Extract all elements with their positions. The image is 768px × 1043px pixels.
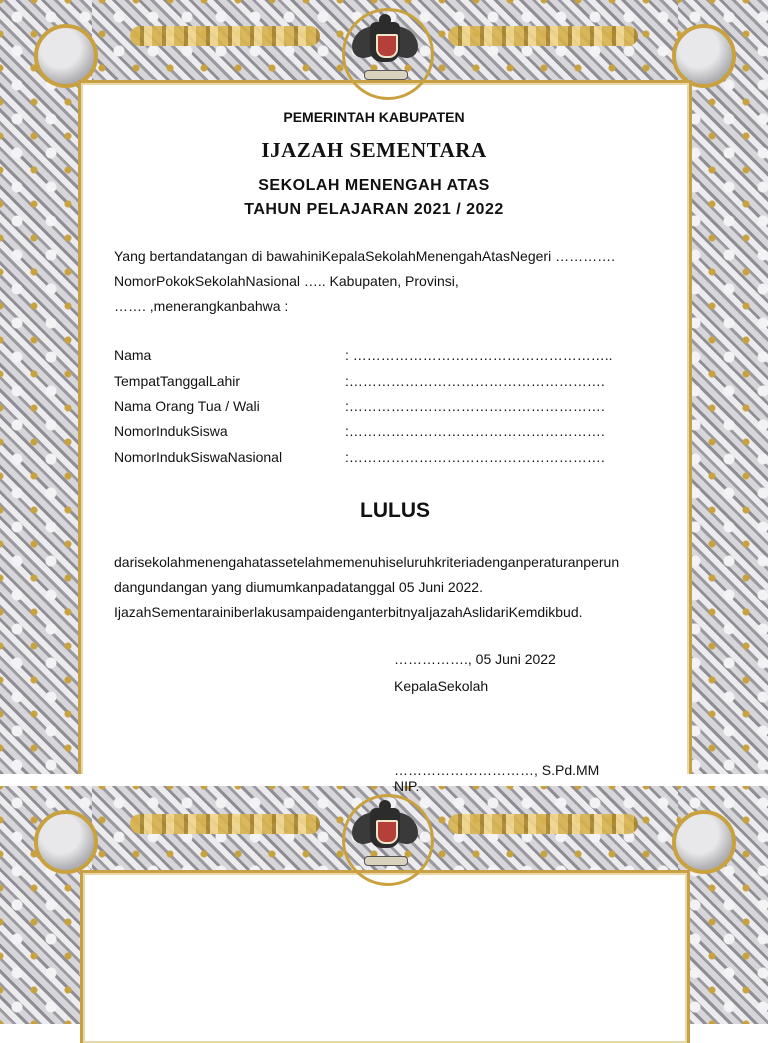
field-label-nisn: NomorIndukSiswaNasional <box>114 449 283 465</box>
certificate-title: IJAZAH SEMENTARA <box>261 138 487 162</box>
gold-scroll-ornament <box>130 26 320 46</box>
corner-medallion <box>34 810 98 874</box>
principal-nip: NIP. <box>394 778 420 794</box>
field-label-nis: NomorIndukSiswa <box>114 423 228 439</box>
intro-line-3: ……. ,menerangkanbahwa : <box>114 298 289 314</box>
government-heading: PEMERINTAH KABUPATEN <box>283 109 465 125</box>
field-label-birth: TempatTanggalLahir <box>114 373 241 389</box>
statement-line-2: dangundangan yang diumumkanpadatanggal 05 Juni 2022. <box>114 579 483 595</box>
certificate-inner-panel <box>80 870 690 1043</box>
field-label-parent: Nama Orang Tua / Wali <box>114 398 260 414</box>
field-value-nis: :………………………………………………. <box>345 423 605 439</box>
field-value-nisn: :………………………………………………. <box>345 449 605 465</box>
gold-scroll-ornament <box>130 814 320 834</box>
statement-line-3: IjazahSementarainiberlakusampaidenganterbitnyaIjazahAslidariKemdikbud. <box>114 604 583 620</box>
page-gap <box>0 774 768 786</box>
garuda-emblem-icon <box>352 14 418 88</box>
garuda-emblem-icon <box>352 800 418 874</box>
gold-scroll-ornament <box>448 814 638 834</box>
graduation-result: LULUS <box>360 499 430 522</box>
statement-line-1: darisekolahmenengahatassetelahmemenuhiseluruhkriteriadenganperaturanperun <box>114 554 620 570</box>
academic-year-heading: TAHUN PELAJARAN 2021 / 2022 <box>244 201 504 218</box>
field-value-birth: :………………………………………………. <box>345 373 605 389</box>
principal-name: …………………………, S.Pd.MM <box>394 762 600 778</box>
field-label-name: Nama <box>114 347 152 363</box>
school-level-heading: SEKOLAH MENENGAH ATAS <box>258 177 490 194</box>
principal-title: KepalaSekolah <box>394 678 489 694</box>
field-value-parent: :………………………………………………. <box>345 398 605 414</box>
certificate-border-page-2 <box>0 786 768 1024</box>
corner-medallion <box>34 24 98 88</box>
place-date: ……………., 05 Juni 2022 <box>394 651 556 667</box>
field-value-name: : ……………………………………………….. <box>345 347 613 363</box>
intro-line-2: NomorPokokSekolahNasional ….. Kabupaten, Provinsi, <box>114 273 459 289</box>
corner-medallion <box>672 24 736 88</box>
intro-line-1: Yang bertandatangan di bawahiniKepalaSekolahMenengahAtasNegeri …………. <box>114 248 615 264</box>
corner-medallion <box>672 810 736 874</box>
gold-scroll-ornament <box>448 26 638 46</box>
